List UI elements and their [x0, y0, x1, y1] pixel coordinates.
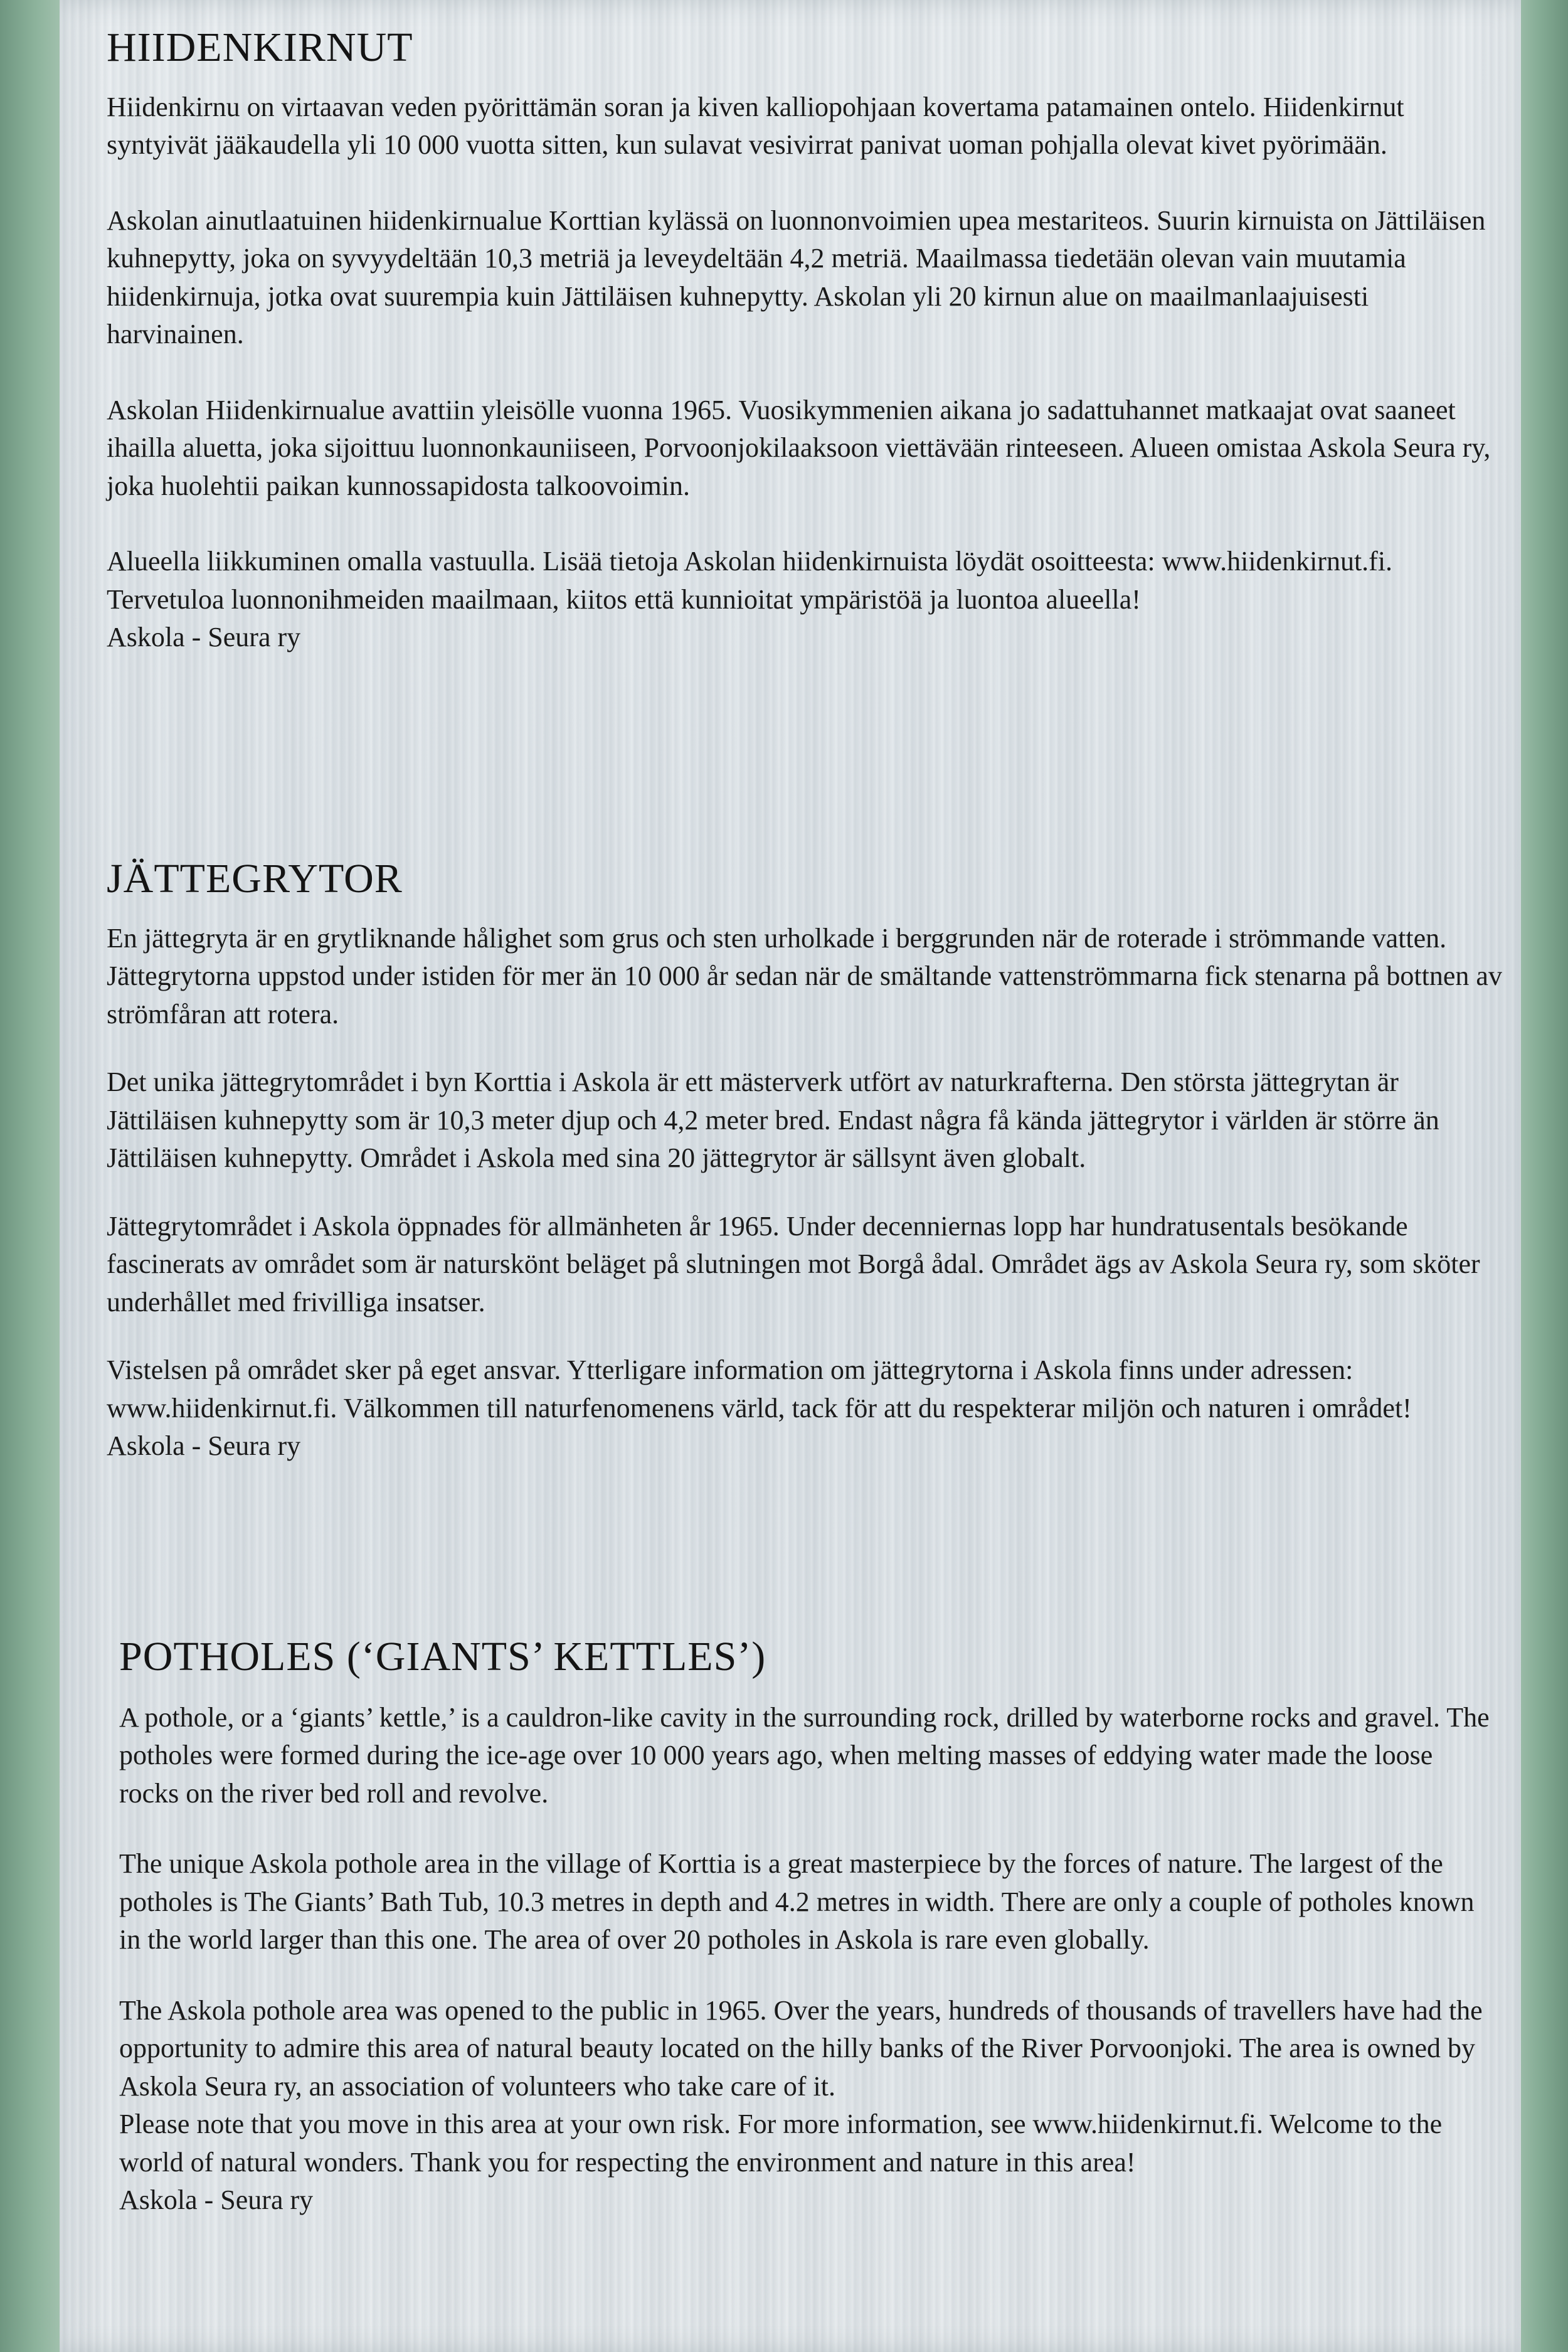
finnish-paragraph-4: Alueella liikkuminen omalla vastuulla. Lisää tietoja Askolan hiidenkirnuista löydät osoitteesta: www.hiidenkirnut.fi. Tervetuloa luonnonihmeiden maailmaan, kiitos että kunnioitat ympäristöä ja luontoa alueella!	[107, 546, 1393, 615]
finnish-paragraph-1: Hiidenkirnu on virtaavan veden pyörittämän soran ja kiven kalliopohjaan kovertama patamainen ontelo. Hiidenkirnut syntyivät jääkaudella yli 10 000 vuotta sitten, kun sulavat vesivirrat panivat uoman pohjalla olevat kivet pyörimään.	[107, 91, 1404, 161]
english-paragraph-4: Please note that you move in this area at your own risk. For more information, see www.hiidenkirnut.fi. Welcome to the world of natural wonders. Thank you for respecting the environment and nature in this area!	[119, 2109, 1443, 2178]
swedish-section	[107, 856, 1512, 1466]
finnish-signature: Askola - Seura ry	[107, 622, 301, 653]
english-section	[119, 1634, 1499, 2220]
english-paragraph-3: The Askola pothole area was opened to the public in 1965. Over the years, hundreds of thousands of travellers have had the opportunity to admire this area of natural beauty located on the hilly banks of the River Porvoonjoki. The area is owned by Askola Seura ry, an association of volunteers who take care of it.	[119, 1994, 1483, 2102]
swedish-paragraph-4: Vistelsen på området sker på eget ansvar. Ytterligare information om jättegrytorna i Askola finns under adressen: www.hiidenkirnut.fi. Välkommen till naturfenomenens värld, tack för att du respekterar miljön och naturen i området!	[107, 1354, 1412, 1423]
swedish-signature: Askola - Seura ry	[107, 1430, 301, 1462]
english-paragraph-2: The unique Askola pothole area in the village of Korttia is a great masterpiece by the forces of nature. The largest of the potholes is The Giants’ Bath Tub, 10.3 metres in depth and 4.2 metres in width. There are only a couple of potholes known in the world larger than this one. The area of over 20 potholes in Askola is rare even globally.	[119, 1848, 1475, 1956]
swedish-title: JÄTTEGRYTOR	[107, 856, 403, 902]
swedish-paragraph-1: En jättegryta är en grytliknande hålighet som grus och sten urholkade i berggrunden när de roterade i strömmande vatten. Jättegrytorna uppstod under istiden för mer än 10 000 år sedan när de smältande vattenströmmarna fick stenarna på bottnen av strömfåran att rotera.	[107, 922, 1502, 1030]
green-frame-left	[0, 0, 66, 2352]
finnish-section	[107, 25, 1512, 657]
info-sign-board	[60, 0, 1521, 2352]
finnish-paragraph-2: Askolan ainutlaatuinen hiidenkirnualue Korttian kylässä on luonnonvoimien upea mestariteos. Suurin kirnuista on Jättiläisen kuhnepytty, joka on syvyydeltään 10,3 metriä ja leveydeltään 4,2 metriä. Maailmassa tiedetään olevan vain muutamia hiidenkirnuja, jotka ovat suurempia kuin Jättiläisen kuhnepytty. Askolan yli 20 kirnun alue on maailmanlaajuisesti harvinainen.	[107, 205, 1486, 350]
english-signature: Askola - Seura ry	[119, 2184, 314, 2216]
english-title: POTHOLES (‘GIANTS’ KETTLES’)	[119, 1634, 766, 1679]
finnish-paragraph-3: Askolan Hiidenkirnualue avattiin yleisölle vuonna 1965. Vuosikymmenien aikana jo sadattuhannet matkaajat ovat saaneet ihailla aluetta, joka sijoittuu luonnonkauniiseen, Porvoonjokilaaksoon viettävään rinteeseen. Alueen omistaa Askola Seura ry, joka huolehtii paikan kunnossapidosta talkoovoimin.	[107, 394, 1491, 501]
swedish-paragraph-3: Jättegrytområdet i Askola öppnades för allmänheten år 1965. Under decenniernas lopp har hundratusentals besökande fascinerats av området som är naturskönt beläget på slutningen mot Borgå ådal. Området ägs av Askola Seura ry, som sköter underhållet med frivilliga insatser.	[107, 1210, 1480, 1317]
swedish-paragraph-2: Det unika jättegrytområdet i byn Korttia i Askola är ett mästerverk utfört av naturkrafterna. Den största jättegrytan är Jättiläisen kuhnepytty som är 10,3 meter djup och 4,2 meter bred. Endast några få kända jättegrytor i världen är större än Jättiläisen kuhnepytty. Området i Askola med sina 20 jättegrytor är sällsynt även globalt.	[107, 1067, 1439, 1174]
finnish-title: HIIDENKIRNUT	[107, 24, 413, 70]
english-paragraph-1: A pothole, or a ‘giants’ kettle,’ is a cauldron-like cavity in the surrounding rock, drilled by waterborne rocks and gravel. The potholes were formed during the ice-age over 10 000 years ago, when melting masses of eddying water made the loose rocks on the river bed roll and revolve.	[119, 1701, 1490, 1809]
